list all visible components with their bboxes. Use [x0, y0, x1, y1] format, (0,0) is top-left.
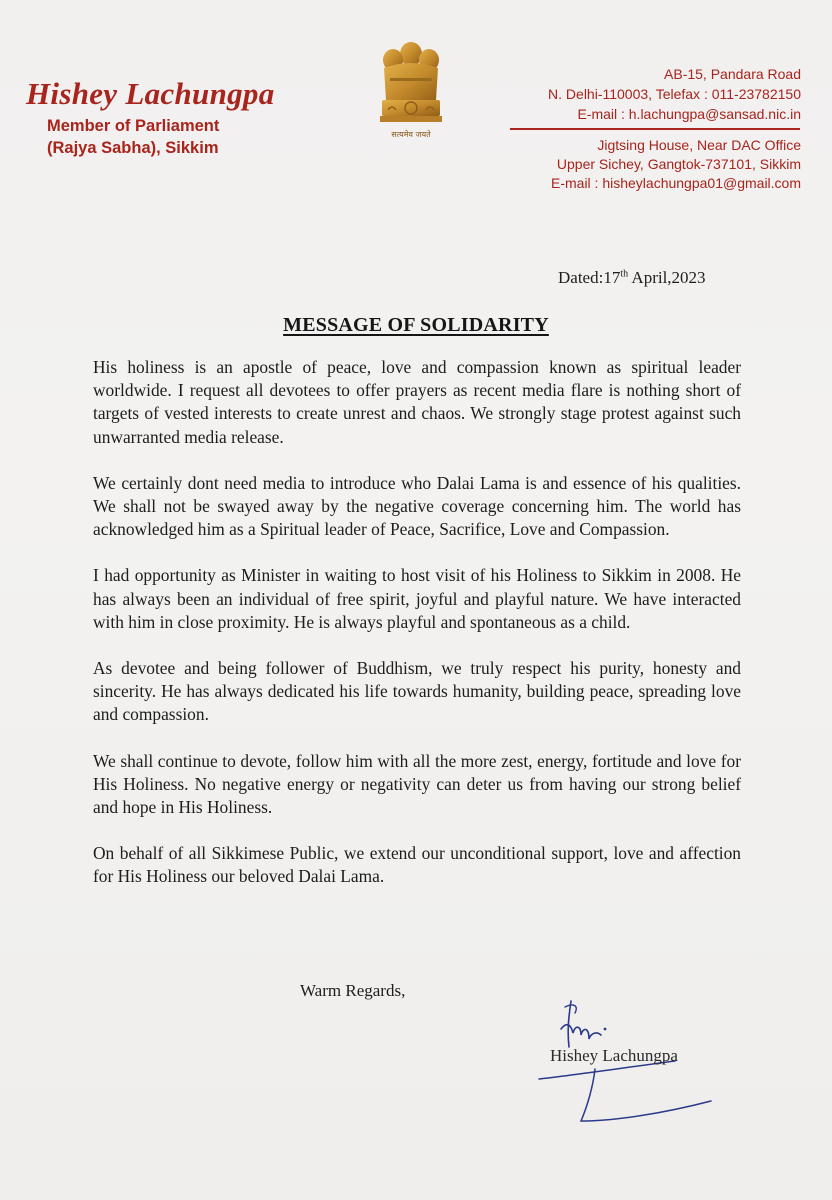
delhi-address-line2: N. Delhi-110003, Telefax : 011-23782150: [548, 86, 801, 102]
letterhead-title-line1: Member of Parliament: [47, 117, 220, 135]
body-paragraph: We certainly dont need media to introduce who Dalai Lama is and essence of his qualities. We shall not be swayed away by the negative coverage concerning him. The world has acknowledged him as a Spiritual leader of Peace, Sacrifice, Love and Compassion.: [93, 472, 741, 540]
letter-heading: MESSAGE OF SOLIDARITY: [283, 314, 549, 336]
address-divider: [510, 128, 800, 130]
emblem-motto: सत्यमेव जयते: [391, 130, 431, 139]
body-paragraph: I had opportunity as Minister in waiting to host visit of his Holiness to Sikkim in 2008. He has always been an individual of free spirit, joyful and playful nature. We have interacted with him in close proximity. He is always playful and spontaneous as a child.: [93, 565, 741, 632]
delhi-address-line1: AB-15, Pandara Road: [664, 66, 801, 82]
letterhead-name: Hishey Lachungpa: [26, 76, 275, 111]
body-paragraph: On behalf of all Sikkimese Public, we extend our unconditional support, love and affection for His Holiness our beloved Dalai Lama.: [93, 843, 741, 887]
letter-body: [93, 356, 741, 912]
body-paragraph: His holiness is an apostle of peace, love and compassion known as spiritual leader worldwide. I request all devotees to offer prayers as recent media flare is nothing short of targets of vested interests to create unrest and chaos. We strongly stage protest against such unwarranted media release.: [93, 357, 741, 447]
body-paragraph: We shall continue to devote, follow him with all the more zest, energy, fortitude and love for His Holiness. No negative energy or negativity can deter us from having our strong belief and hope in His Holiness.: [93, 750, 741, 818]
letter-date: [558, 268, 706, 288]
sikkim-email: E-mail : hisheylachungpa01@gmail.com: [551, 175, 801, 191]
sikkim-address-line2: Upper Sichey, Gangtok-737101, Sikkim: [556, 156, 801, 172]
signer-name: Hishey Lachungpa: [550, 1046, 678, 1065]
date-ordinal: th: [620, 268, 629, 280]
body-paragraph: As devotee and being follower of Buddhism, we truly respect his purity, honesty and sincerity. He has always dedicated his life towards humanity, building peace, spreading love and compassion.: [93, 658, 741, 725]
date-suffix: April,2023: [628, 268, 706, 287]
date-prefix: Dated:17: [558, 268, 621, 287]
sikkim-address-line1: Jigtsing House, Near DAC Office: [597, 137, 801, 153]
letterhead-title-line2: (Rajya Sabha), Sikkim: [47, 139, 219, 157]
closing-regards: Warm Regards,: [300, 981, 406, 1000]
delhi-email: E-mail : h.lachungpa@sansad.nic.in: [577, 106, 801, 122]
